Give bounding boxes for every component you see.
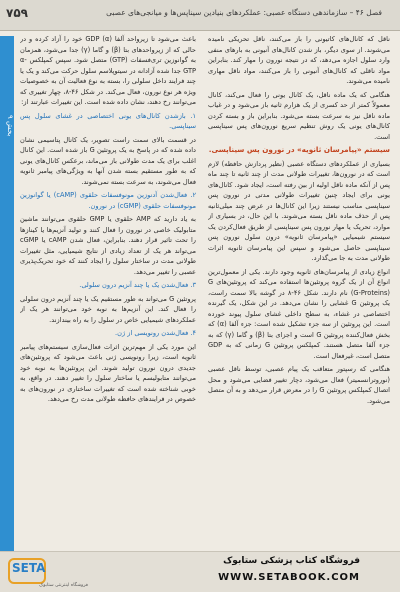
paragraph: ناقل که کانال‌های کاتیونی را باز می‌کنند، ناقل تحریکی نامیده می‌شوند. از سوی دیگر، باز شدن کانال‌های آنیونی به بارهای منفی وارد سلول اجازه می‌دهد، که در نتیجه نورون را مهار کند. بنابراین مواد ناقلی که کانال‌های آنیونی را باز می‌کنند، مواد ناقل مهاری نامیده می‌شوند. [208, 35, 390, 85]
chapter-title: فصل ۴۶ – سازماندهی دستگاه عصبی: عملکردهای بنیادین سیناپس‌ها و میانجی‌های عصبی [106, 8, 382, 17]
list-item-body: پروتئین G می‌تواند به طور مستقیم یک یا چند آنزیم درون سلولی را فعال کند. این آنزیم‌ها به نوبه خود می‌توانند هر یک از عملکردهای شیمیایی خاص در سلول را به راه بیندازند. [20, 294, 196, 324]
list-item-body: در قسمت بالای سمت راست تصویر، یک کانال پتاسیمی نشان داده شده که در پاسخ به یک پروتئین G باز شده است. این کانال اغلب برای یک مدت طولانی باز می‌ماند، برعکس کانال‌های یونی که به طور مستقیم بسته شدن آنها به ویژگی‌های پیامبر ثانویه فعال می‌شوند، به سرعت بسته نمی‌شوند. [20, 135, 196, 186]
page-header [0, 0, 400, 31]
paragraph: بسیاری از عملکردهای دستگاه عصبی (نظیر پردازش حافظه) لازم است که در نورون‌ها، تغییرات طولانی مدت از چند ثانیه تا چند ماه پس از آنکه ماده ناقل اولیه از بین رفته است، ایجاد شود. کانال‌های یونی برای ایجاد چنین تغییرات طولانی مدتی در نورون پس سیناپسی مناسب نیستند زیرا این کانال‌ها در عرض چند میلی‌ثانیه پس از حذف ماده ناقل بسته می‌شوند. با این حال، در بسیاری از موارد، تحریک یا مهار نورون پس سیناپسی از طریق فعال‌کردن یک سیستم شیمیایی «پیامرسان ثانویه» درون سلول نورون پس سیناپسی حاصل می‌شود و سپس این پیامرسان ثانویه اثرات طولانی مدت به جا می‌گذارد. [208, 159, 390, 262]
page-number: ۷۵۹ [6, 6, 28, 20]
right-column [208, 34, 390, 546]
shop-name: فروشگاه کتاب پزشکی ستابوک [223, 556, 360, 566]
section-heading: سیستم «پیامرسان ثانویه» در نورون پس سیناپسی. [208, 145, 390, 154]
paragraph: هنگامی که رسپتور متعاقب یک پیام عصبی، توسط ناقل عصبی (نوروترانسمیتر) فعال می‌شود، دچار تغییر فضایی می‌شود و محل اتصال کمپلکس پروتئین G را در معرض قرار می‌دهد و به آن متصل می‌شود. [208, 365, 390, 405]
list-item-body: به یاد دارید که AMP حلقوی یا GMP حلقوی می‌توانند ماشین متابولیک خاصی در نورون را فعال کنند و تولید آنزیم‌ها یا کینازها را تحت تاثیر قرار دهند. بنابراین، فعال شدن cAMP یا cGMP می‌تواند هر یک از تعداد زیادی از نتایج شیمیایی، مثل تغییرات طولانی مدت در ساختار سلول را ایجاد کنند که خود تحریک‌پذیری عصبی را تغییر می‌دهد. [20, 215, 196, 276]
section-side-tab [0, 36, 14, 556]
paragraph: انواع زیادی از پیامرسان‌های ثانویه وجود دارند. یکی از معمول‌ترین انواع آن از یک گروه پروتئین‌ها استفاده می‌کند که پروتئین‌های G (G-Proteins) نام دارند. شکل ۴۶-۸ در گوشه بالا سمت راست، یک پروتئین G غشایی را نشان می‌دهد. در این شکل، یک گیرنده اختصاصی در غشاء، به سطح داخلی غشای سلول پیوند خورده است. این پروتئین از سه جزء تشکیل شده است: جزء آلفا (α) که بخش فعال‌کننده پروتئین G است و اجزای بتا (β) و گاما (γ) که به جزء آلفا متصل هستند. کمپلکس پروتئین G زمانی که به GDP متصل است، غیرفعال است. [208, 267, 390, 360]
logo-subtitle: فروشگاه اینترنتی ستابوک [39, 583, 88, 588]
list-item-title: ۲. فعال‌شدن آدنوزین مونوفسفات حلقوی (cAMP) یا گوانوزین مونوفسفات حلقوی (cGMP) در نورون. [20, 191, 196, 210]
paragraph: باعث می‌شود تا زیرواحد آلفا (α) GDP خود را آزاد کرده و در حالی که از زیرواحدهای بتا (β) و گاما (γ) جدا می‌شود، همزمان به گوانوزین تری‌فسفات (GTP) متصل شود. سپس کمپلکس α-GTP جدا شده آزادانه در سیتوپلاسم سلول حرکت می‌کند و یک یا چند فرایند داخل سلولی را، بسته به نوع فعالیت آن به خصوصیات ویژه هر نوع نورون، فعال می‌کند. در شکل ۴۶-۸، چهار تغییری که می‌توانند رخ دهند، نشان داده شده است. این تغییرات عبارتند از: [20, 35, 196, 106]
shop-url-link[interactable]: WWW.SETABOOK.COM [218, 572, 360, 583]
paragraph: هنگامی که یک ماده ناقل، یک کانال یونی را فعال می‌کند، کانال معمولاً کمتر از حد کسری از یک هزارم ثانیه باز می‌شود و در غیاب ماده ناقل نیز به سرعت بسته می‌شود. بنابراین باز و بسته کردن کانال‌های یونی یک روش تنظیم سریع نورون‌های پس سیناپسی است. [208, 90, 390, 141]
left-column [20, 34, 196, 546]
setabook-logo[interactable] [8, 558, 88, 588]
list-item-title: ۱. بازشدن کانال‌های یونی اختصاصی در غشای سلول پس سیناپسی. [20, 111, 196, 130]
list-item-title: ۳. فعال‌شدن یک یا چند آنزیم درون سلولی. [79, 281, 196, 289]
section-label: بخش ۹ [6, 115, 14, 137]
logo-text: SETA [12, 561, 46, 575]
list-item-body: این مورد یکی از مهم‌ترین اثرات فعال‌سازی سیستم‌های پیامبر ثانویه است، زیرا رونویسی ژنی باعث می‌شود که پروتئین‌های جدیدی درون نورون تولید شوند. این پروتئین‌ها به نوبه خود می‌توانند متابولیسم یا ساختار سلول را تغییر دهند. در واقع، به خوبی شناخته شده است که تغییرات ساختاری در نورون‌های به خصوص در فرایندهای حافظه طولانی مدت رخ می‌دهد. [20, 342, 196, 403]
watermark-footer [0, 551, 400, 592]
list-item-title: ۴. فعال‌شدن رونویسی از ژن. [115, 329, 196, 337]
